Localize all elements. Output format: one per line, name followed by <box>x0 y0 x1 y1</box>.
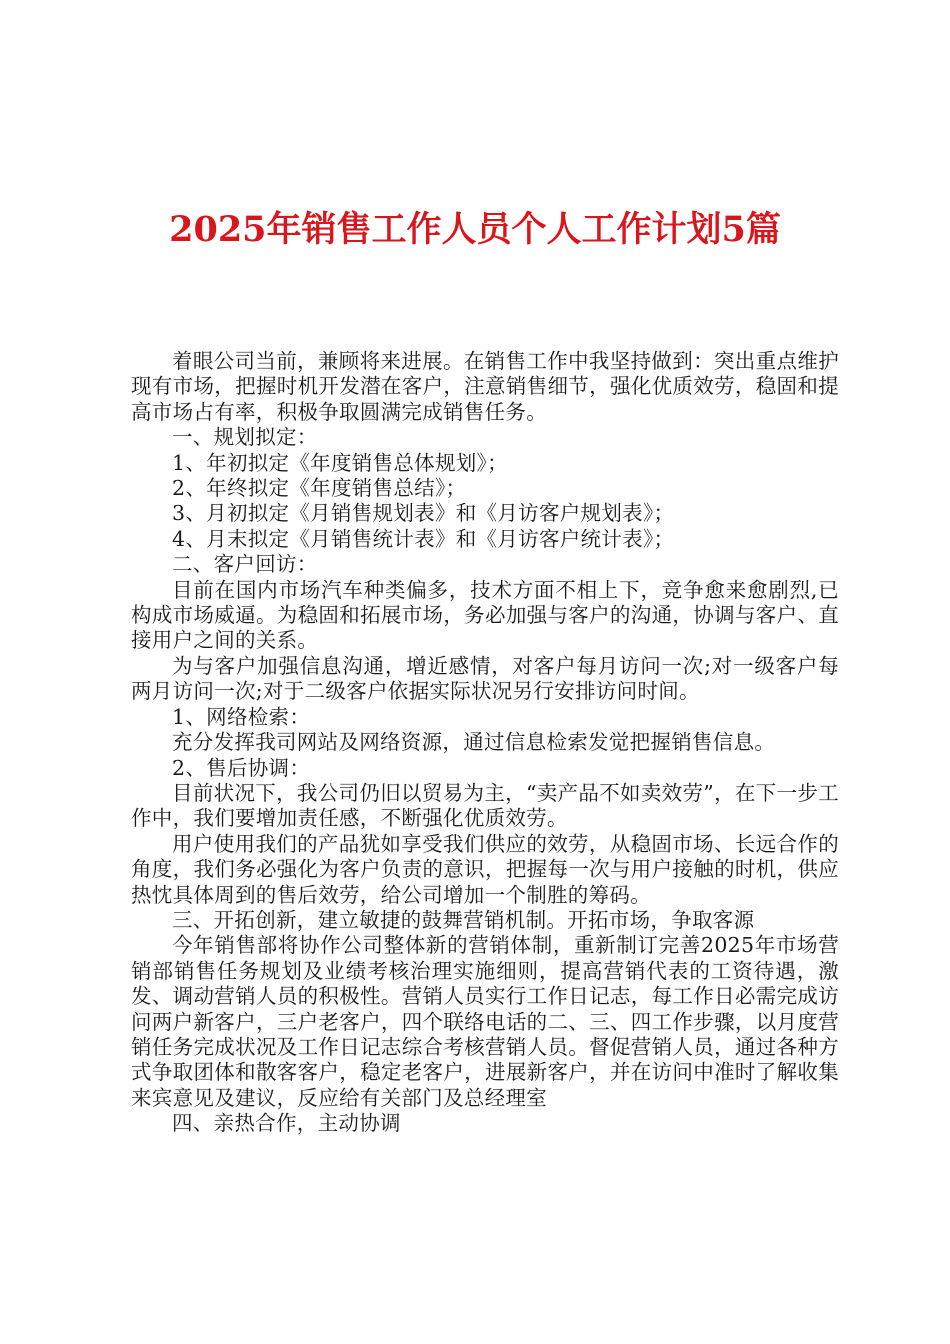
paragraph-network-search: 充分发挥我司网站及网络资源，通过信息检索发觉把握销售信息。 <box>172 730 776 755</box>
paragraph-service-commitment: 用户使用我们的产品犹如享受我们供应的效劳，从稳固市场、长远合作的角度，我们务必强化为客户负责的意识，把握每一次与用户接触的时机，供应热忱具体周到的售后效劳，给公司增加一个制胜的筹码。 <box>131 831 839 907</box>
paragraph-intro: 着眼公司当前，兼顾将来进展。在销售工作中我坚持做到：突出重点维护现有市场，把握时机开发潜在客户，注意销售细节，强化优质效劳，稳固和提高市场占有率，积极争取圆满完成销售任务。 <box>131 349 839 424</box>
paragraph-visit-schedule: 为与客户加强信息沟通，增近感情，对客户每月访问一次;对一级客户每两月访问一次;对于二级客户依据实际状况另行安排访问时间。 <box>131 653 839 704</box>
document-title: 2025年销售工作人员个人工作计划5篇 <box>169 209 781 251</box>
list-item-planning-2: 2、年终拟定《年度销售总结》； <box>172 476 467 501</box>
subheading-after-sales: 2、售后协调： <box>172 755 311 780</box>
heading-innovation: 三、开拓创新，建立敏捷的鼓舞营销机制。开拓市场，争取客源 <box>172 907 755 932</box>
subheading-network-search: 1、网络检索： <box>172 704 311 729</box>
paragraph-sales-system: 今年销售部将协作公司整体新的营销体制，重新制订完善2025年市场营销部销售任务规划及业绩考核治理实施细则，提高营销代表的工资待遇，激发、调动营销人员的积极性。营销人员实行工作日记志，每工作日必需完成访问两户新客户，三户老客户，四个联络电话的二、三、四工作步骤，以月度营销任务完成状况及工作日记志综合考核营销人员。督促营销人员，通过各种方式争取团体和散客客户，稳定老客户，进展新客户，并在访问中准时了解收集来宾意见及建议，反应给有关部门及总经理室 <box>131 933 839 1110</box>
list-item-planning-1: 1、年初拟定《年度销售总体规划》； <box>172 450 508 475</box>
list-item-planning-3: 3、月初拟定《月销售规划表》和《月访客户规划表》； <box>172 501 675 526</box>
paragraph-market-competition: 目前在国内市场汽车种类偏多，技术方面不相上下，竞争愈来愈剧烈,已构成市场威逼。为稳固和拓展市场，务必加强与客户的沟通，协调与客户、直接用户之间的关系。 <box>131 577 839 653</box>
paragraph-after-sales: 目前状况下，我公司仍旧以贸易为主，“卖产品不如卖效劳”，在下一步工作中，我们要增加责任感，不断强化优质效劳。 <box>131 780 839 831</box>
document-body <box>131 349 839 1137</box>
heading-cooperation: 四、亲热合作，主动协调 <box>172 1111 401 1136</box>
heading-customer-visits: 二、客户回访： <box>172 552 318 577</box>
list-item-planning-4: 4、月末拟定《月销售统计表》和《月访客户统计表》； <box>172 526 675 551</box>
heading-planning: 一、规划拟定： <box>172 425 318 450</box>
